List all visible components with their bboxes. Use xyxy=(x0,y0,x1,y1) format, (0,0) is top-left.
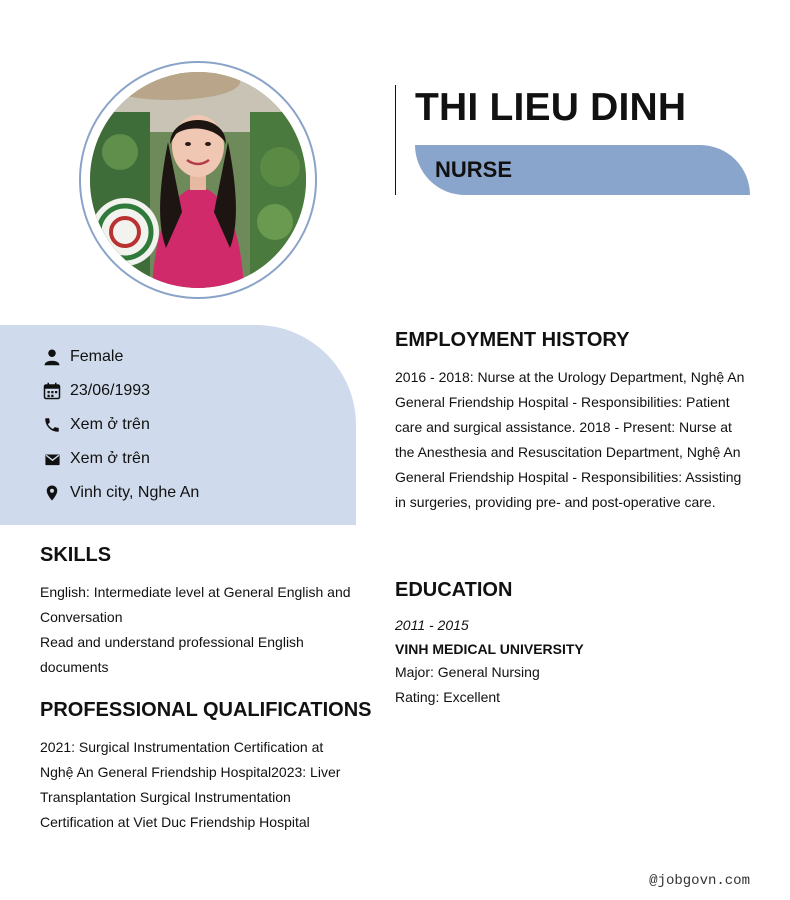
phone-icon xyxy=(40,413,64,437)
header-divider xyxy=(395,85,396,195)
education-heading: EDUCATION xyxy=(395,579,513,601)
phone-value: Xem ở trên xyxy=(70,416,150,433)
watermark: @jobgovn.com xyxy=(649,873,750,889)
profile-photo xyxy=(90,72,306,288)
contact-gender xyxy=(40,345,123,369)
calendar-icon xyxy=(40,379,64,403)
gender-value: Female xyxy=(70,348,124,365)
location-pin-icon xyxy=(40,481,64,505)
email-value: Xem ở trên xyxy=(70,450,150,467)
profile-photo-frame xyxy=(79,61,317,299)
education-rating: Rating: Excellent xyxy=(395,689,501,705)
education-school: VINH MEDICAL UNIVERSITY xyxy=(395,641,584,657)
qualifications-text: 2021: Surgical Instrumentation Certification at Nghệ An General Friendship Hospital2023: Liver Transplantation Surgical Instrumentation Certification at Viet Duc Friendship Hospital xyxy=(40,739,341,830)
job-title: NURSE xyxy=(435,157,513,182)
qualifications-heading: PROFESSIONAL QUALIFICATIONS xyxy=(40,699,372,721)
contact-panel xyxy=(0,325,356,525)
birth-date-value: 23/06/1993 xyxy=(70,382,151,399)
contact-birth-date xyxy=(40,379,150,403)
contact-email xyxy=(40,447,150,471)
skills-list xyxy=(40,580,355,680)
skills-heading: SKILLS xyxy=(40,544,112,566)
role-banner xyxy=(415,145,750,195)
employment-heading: EMPLOYMENT HISTORY xyxy=(395,329,630,351)
candidate-name: THI LIEU DINH xyxy=(415,86,687,129)
education-period: 2011 - 2015 xyxy=(395,617,469,633)
address-value: Vinh city, Nghe An xyxy=(70,484,200,501)
mail-icon xyxy=(40,447,64,471)
skill-item: English: Intermediate level at General English and Conversation xyxy=(40,584,351,625)
contact-phone xyxy=(40,413,150,437)
person-icon xyxy=(40,345,64,369)
education-major: Major: General Nursing xyxy=(395,664,540,680)
contact-address xyxy=(40,481,199,505)
skill-item: Read and understand professional English documents xyxy=(40,634,304,675)
employment-text: 2016 - 2018: Nurse at the Urology Department, Nghệ An General Friendship Hospital - Responsibilities: Patient care and surgical assistance. 2018 - Present: Nurse at the Anesthesia and Resuscitation Department, Nghệ An General Friendship Hospital - Responsibilities: Assisting in surgeries, providing pre- and post-operative care. xyxy=(395,369,745,510)
education-entry xyxy=(395,613,750,710)
